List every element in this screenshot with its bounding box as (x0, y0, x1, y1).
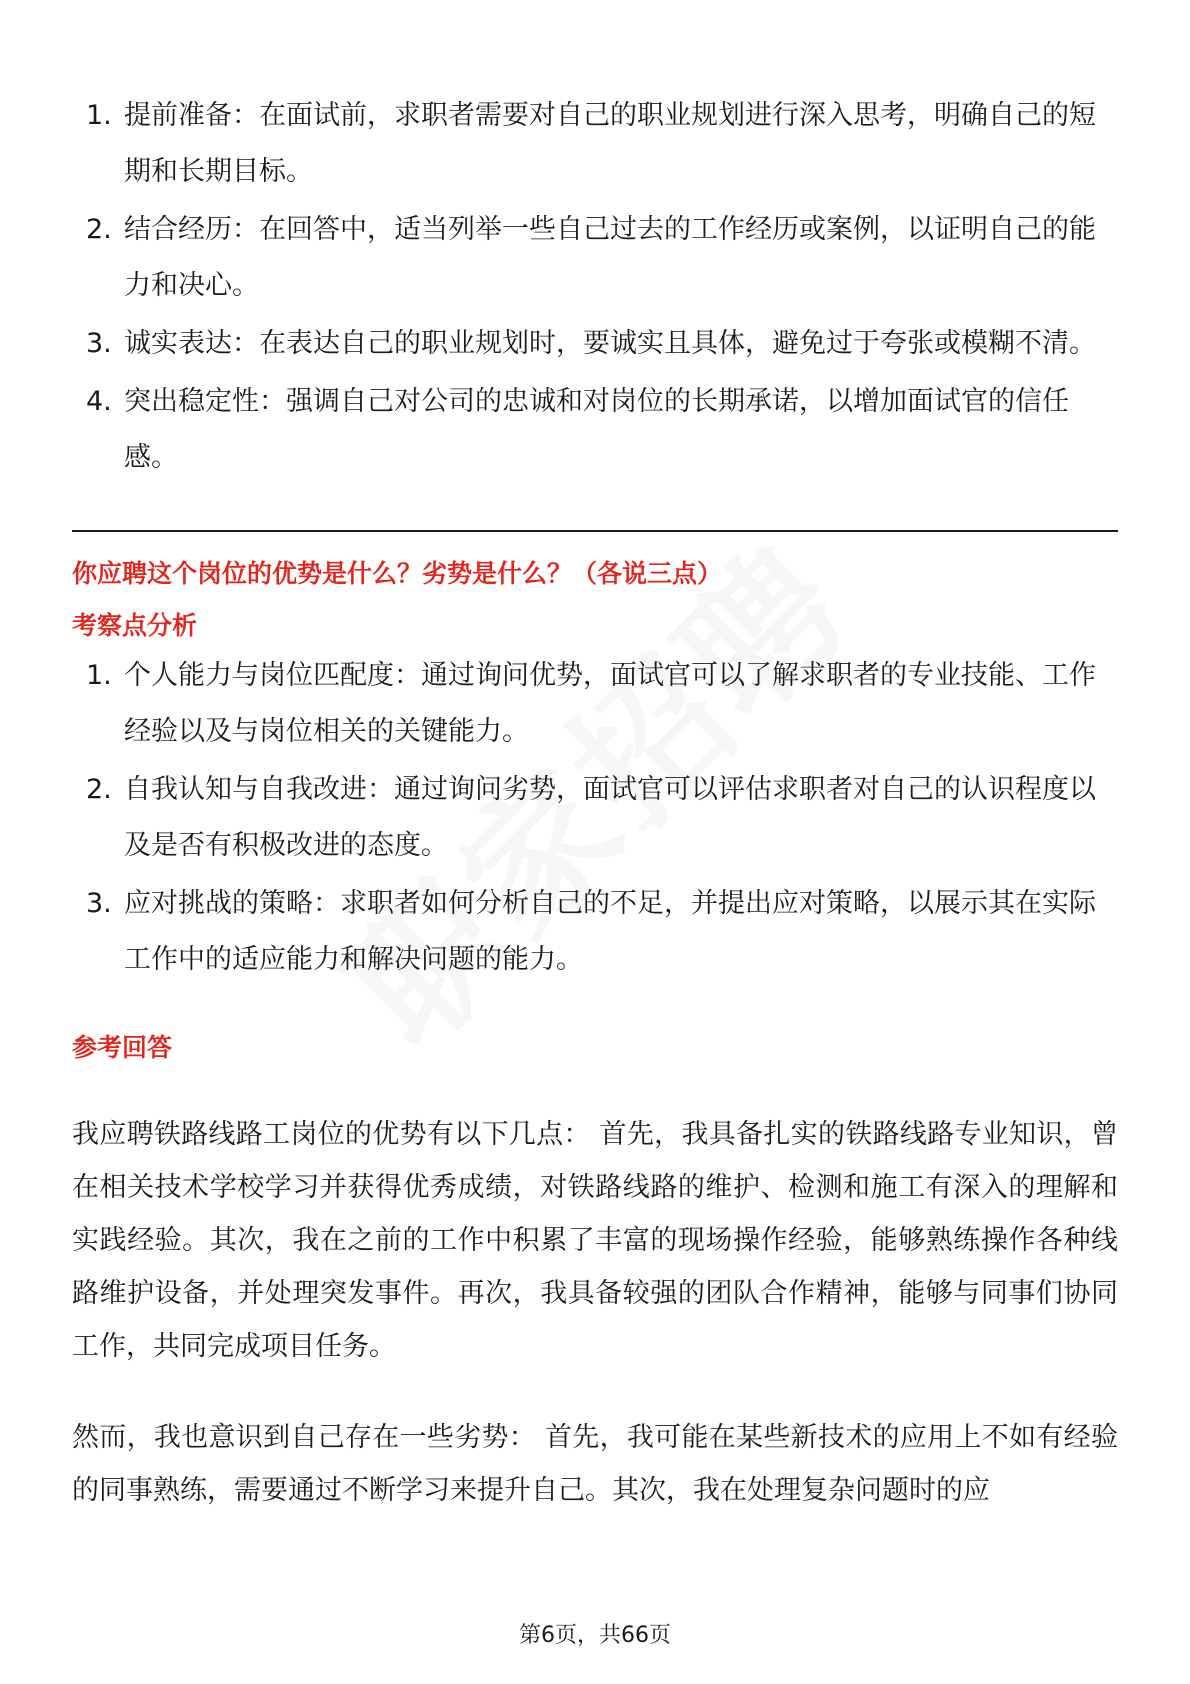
list-item-text: 突出稳定性：强调自己对公司的忠诚和对岗位的长期承诺，以增加面试官的信任感。 (124, 386, 1069, 473)
list-item (72, 316, 1118, 372)
answer-heading: 参考回答 (72, 1033, 173, 1062)
list-item-text: 应对挑战的策略：求职者如何分析自己的不足，并提出应对策略，以展示其在实际工作中的适应能力和解决问题的能力。 (124, 888, 1096, 975)
list-item (72, 202, 1118, 314)
analysis-list (72, 648, 1118, 988)
section-divider (72, 530, 1118, 532)
analysis-heading: 考察点分析 (72, 611, 198, 640)
list-item (72, 374, 1118, 486)
list-item-number: 3. (86, 328, 112, 359)
list-item-number: 1. (86, 100, 112, 131)
list-item-text: 个人能力与岗位匹配度：通过询问优势，面试官可以了解求职者的专业技能、工作经验以及与岗位相关的关键能力。 (124, 660, 1096, 747)
list-item-text: 诚实表达：在表达自己的职业规划时，要诚实且具体，避免过于夸张或模糊不清。 (124, 328, 1096, 359)
question-heading: 你应聘这个岗位的优势是什么？劣势是什么？（各说三点） (72, 559, 723, 588)
list-item (72, 648, 1118, 760)
list-item (72, 762, 1118, 874)
list-item (72, 876, 1118, 988)
list-item-text: 自我认知与自我改进：通过询问劣势，面试官可以评估求职者对自己的认识程度以及是否有积极改进的态度。 (124, 774, 1096, 861)
list-item-number: 4. (86, 386, 112, 417)
answer-paragraph: 我应聘铁路线路工岗位的优势有以下几点： 首先，我具备扎实的铁路线路专业知识，曾在相关技术学校学习并获得优秀成绩，对铁路线路的维护、检测和施工有深入的理解和实践经验。其次，我在之前的工作中积累了丰富的现场操作经验，能够熟练操作各种线路维护设备，并处理突发事件。再次，我具备较强的团队合作精神，能够与同事们协同工作，共同完成项目任务。 (72, 1119, 1118, 1362)
page-number-footer: 第6页，共66页 (519, 1623, 671, 1648)
list-item-number: 1. (86, 660, 112, 691)
answer-paragraph: 然而，我也意识到自己存在一些劣势： 首先，我可能在某些新技术的应用上不如有经验的同事熟练，需要通过不断学习来提升自己。其次，我在处理复杂问题时的应 (72, 1422, 1118, 1506)
tips-list (72, 88, 1118, 486)
list-item-number: 3. (86, 888, 112, 919)
list-item-text: 结合经历：在回答中，适当列举一些自己过去的工作经历或案例，以证明自己的能力和决心。 (124, 214, 1096, 301)
list-item-number: 2. (86, 774, 112, 805)
list-item-text: 提前准备：在面试前，求职者需要对自己的职业规划进行深入思考，明确自己的短期和长期目标。 (124, 100, 1096, 187)
list-item-number: 2. (86, 214, 112, 245)
list-item (72, 88, 1118, 200)
page-content (72, 88, 1118, 1517)
